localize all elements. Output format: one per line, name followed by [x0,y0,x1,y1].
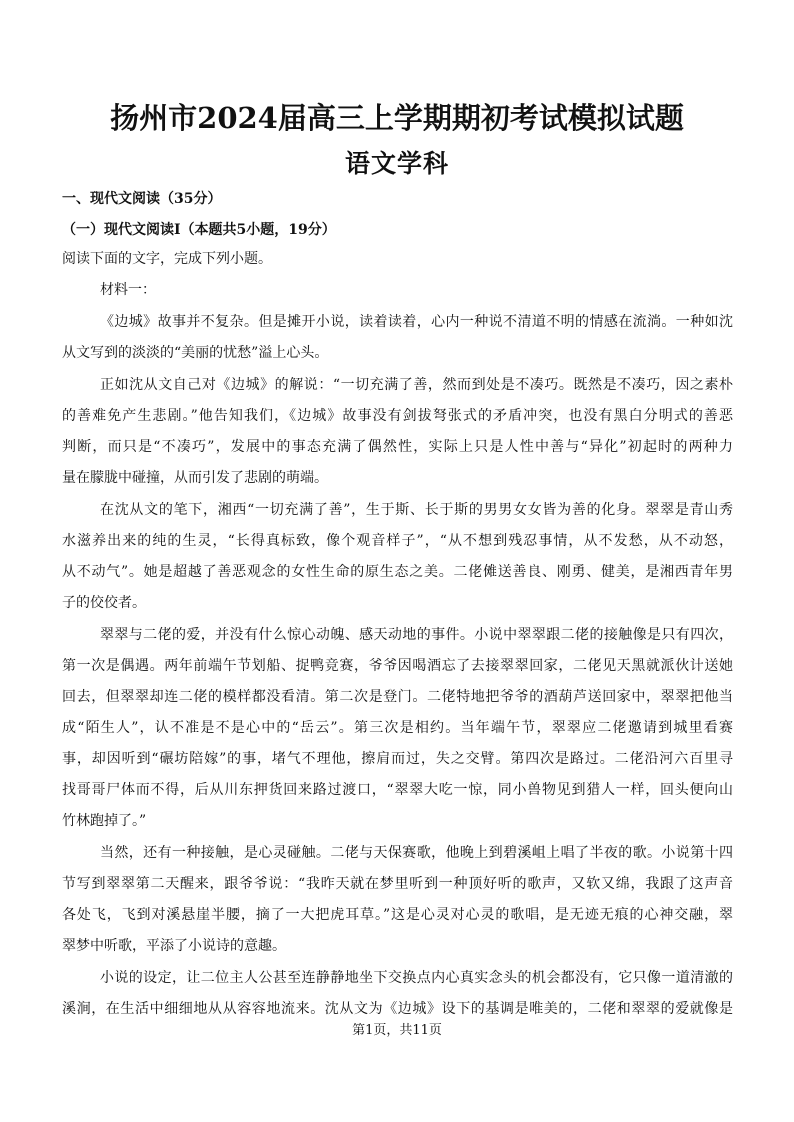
text-line: 在沈从文的笔下，湘西“一切充满了善”，生于斯、长于斯的男男女女皆为善的化身。翠翠是青山秀 [100,502,733,518]
text-line: 找哥哥尸体而不得，后从川东押货回来路过渡口，“翠翠大吃一惊，同小兽物见到猎人一样，回头便向山 [62,782,733,798]
text-line: 子的佼佼者。 [62,595,146,611]
instruction-text: 阅读下面的文字，完成下列小题。 [62,251,272,267]
section-heading: 一、现代文阅读（35分） [62,191,222,207]
text-line: 节写到翠翠第二天醒来，跟爷爷说：“我昨天就在梦里听到一种顶好听的歌声，又软又绵，我跟了这声音 [62,876,733,892]
exam-subject: 语文学科 [344,149,449,178]
text-line: 回去，但翠翠却连二佬的模样都没看清。第二次是登门。二佬特地把爷爷的酒葫芦送回家中，翠翠把他当 [62,689,733,705]
text-line: 的善难免产生悲剧。”他告知我们，《边城》故事没有剑拔弩张式的矛盾冲突，也没有黑白分明式的善恶 [62,408,733,424]
text-line: 各处飞，飞到对溪悬崖半腰，摘了一大把虎耳草。”这是心灵对心灵的歌唱，是无迹无痕的心神交融，翠 [62,907,733,923]
material-label: 材料一： [100,282,156,298]
text-line: 《边城》故事并不复杂。但是摊开小说，读着读着，心内一种说不清道不明的情感在流淌。一种如沈 [100,314,733,330]
text-line: 水滋养出来的纯的生灵，“长得真标致，像个观音样子”，“从不想到残忍事情，从不发愁，从不动怒， [62,533,733,549]
text-line: 小说的设定，让二位主人公甚至连静静地坐下交换点内心真实念头的机会都没有，它只像一道清澈的 [100,970,733,986]
text-line: 翠梦中听歌，平添了小说诗的意趣。 [62,938,286,954]
text-line: 翠翠与二佬的爱，并没有什么惊心动魄、感天动地的事件。小说中翠翠跟二佬的接触像是只有四次， [100,627,733,643]
text-line: 事，却因听到“碾坊陪嫁”的事，堵气不理他，擦肩而过，失之交臂。第四次是路过。二佬沿河六百里寻 [62,751,733,767]
text-line: 成“陌生人”，认不准是不是心中的“岳云”。第三次是相约。当年端午节，翠翠应二佬邀请到城里看赛 [62,720,733,736]
text-line: 从不动气”。她是超越了善恶观念的女性生命的原生态之美。二佬傩送善良、刚勇、健美，是湘西青年男 [62,564,733,580]
text-line: 量在朦胧中碰撞，从而引发了悲剧的萌端。 [62,470,328,486]
text-line: 第一次是偶遇。两年前端午节划船、捉鸭竞赛，爷爷因喝酒忘了去接翠翠回家，二佬见天黑就派伙计送她 [62,658,733,674]
text-line: 当然，还有一种接触，是心灵碰触。二佬与天保赛歌，他晚上到碧溪岨上唱了半夜的歌。小说第十四 [100,845,733,861]
text-line: 从文写到的淡淡的“美丽的忧愁”溢上心头。 [62,345,329,361]
text-line: 正如沈从文自己对《边城》的解说：“一切充满了善，然而到处是不凑巧。既然是不凑巧，因之素朴 [100,377,733,393]
text-line: 判断，而只是“不凑巧”，发展中的事态充满了偶然性，实际上只是人性中善与“异化”初起时的两种力 [62,439,733,455]
page-footer: 第1页，共11页 [352,1023,442,1038]
subsection-heading: （一）现代文阅读Ⅰ（本题共5小题，19分） [62,222,336,238]
exam-title: 扬州市2024届高三上学期期初考试模拟试题 [110,101,684,135]
text-line: 竹林跑掉了。” [62,813,147,829]
text-line: 溪涧，在生活中细细地从从容容地流来。沈从文为《边城》设下的基调是唯美的，二佬和翠翠的爱就像是 [62,1001,733,1017]
